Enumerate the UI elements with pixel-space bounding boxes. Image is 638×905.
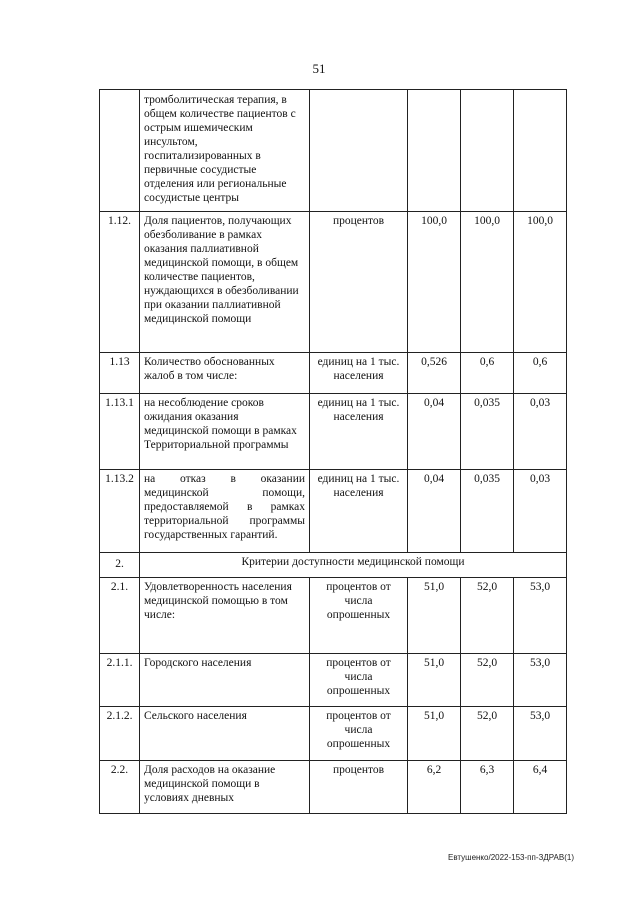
row-number: 2.1. (100, 578, 140, 654)
row-unit: единиц на 1 тыс. населения (310, 353, 408, 394)
row-number: 1.13.1 (100, 394, 140, 470)
row-value-1: 0,04 (408, 394, 461, 470)
table-row (100, 654, 567, 707)
row-name: Количество обоснованных жалоб в том числе: (140, 353, 310, 394)
row-number: 1.12. (100, 212, 140, 353)
row-number (100, 90, 140, 212)
row-value-2: 0,035 (461, 470, 514, 553)
section-number: 2. (100, 553, 140, 578)
row-value-1: 51,0 (408, 707, 461, 761)
row-unit: процентов (310, 212, 408, 353)
table-row (100, 353, 567, 394)
row-value-3: 53,0 (514, 707, 567, 761)
document-footer-code: Евтушенко/2022-153-пп-ЗДРАВ(1) (447, 853, 574, 862)
row-number: 2.2. (100, 761, 140, 814)
row-name: Доля расходов на оказание медицинской помощи в условиях дневных (140, 761, 310, 814)
row-value-2: 52,0 (461, 578, 514, 654)
table-row (100, 394, 567, 470)
table-row (100, 707, 567, 761)
table-row (100, 578, 567, 654)
table-row (100, 212, 567, 353)
row-value-1: 0,526 (408, 353, 461, 394)
row-value-2: 52,0 (461, 654, 514, 707)
row-value-3: 0,6 (514, 353, 567, 394)
row-name: на несоблюдение сроков ожидания оказания медицинской помощи в рамках Территориальной программы (140, 394, 310, 470)
row-unit (310, 90, 408, 212)
row-value-2: 100,0 (461, 212, 514, 353)
row-unit: единиц на 1 тыс. населения (310, 470, 408, 553)
row-value-2: 0,6 (461, 353, 514, 394)
row-unit: единиц на 1 тыс. населения (310, 394, 408, 470)
row-name: Сельского населения (140, 707, 310, 761)
row-value-1: 51,0 (408, 654, 461, 707)
row-value-1: 0,04 (408, 470, 461, 553)
table-row (100, 761, 567, 814)
row-value-1 (408, 90, 461, 212)
row-value-2: 6,3 (461, 761, 514, 814)
row-name: Доля пациентов, получающих обезболивание в рамках оказания паллиативной медицинской помощи, в общем количестве пациентов, нуждающихся в обезболивании при оказании паллиативной медицинской помощи (140, 212, 310, 353)
row-number: 2.1.2. (100, 707, 140, 761)
row-value-3: 0,03 (514, 394, 567, 470)
row-value-3 (514, 90, 567, 212)
row-number: 2.1.1. (100, 654, 140, 707)
row-value-2 (461, 90, 514, 212)
row-value-3: 6,4 (514, 761, 567, 814)
page-number: 51 (312, 61, 326, 76)
row-value-1: 6,2 (408, 761, 461, 814)
row-name: на отказ в оказании медицинской помощи, предоставляемой в рамках территориальной программы государственных гарантий. (140, 470, 310, 553)
row-value-3: 53,0 (514, 578, 567, 654)
criteria-table (99, 89, 567, 814)
row-name: Удовлетворенность населения медицинской помощью в том числе: (140, 578, 310, 654)
row-name: Городского населения (140, 654, 310, 707)
row-value-2: 52,0 (461, 707, 514, 761)
row-value-3: 100,0 (514, 212, 567, 353)
row-value-3: 53,0 (514, 654, 567, 707)
table-row (100, 470, 567, 553)
row-number: 1.13.2 (100, 470, 140, 553)
row-number: 1.13 (100, 353, 140, 394)
row-unit: процентов (310, 761, 408, 814)
table-row (100, 90, 567, 212)
row-unit: процентов от числа опрошенных (310, 578, 408, 654)
row-name: тромболитическая терапия, в общем количестве пациентов с острым ишемическим инсультом, госпитализированных в первичные сосудистые отделения или региональные сосудистые центры (140, 90, 310, 212)
row-unit: процентов от числа опрошенных (310, 654, 408, 707)
row-value-1: 51,0 (408, 578, 461, 654)
row-value-2: 0,035 (461, 394, 514, 470)
row-unit: процентов от числа опрошенных (310, 707, 408, 761)
section-title: Критерии доступности медицинской помощи (140, 553, 567, 578)
section-row (100, 553, 567, 578)
row-value-1: 100,0 (408, 212, 461, 353)
row-value-3: 0,03 (514, 470, 567, 553)
